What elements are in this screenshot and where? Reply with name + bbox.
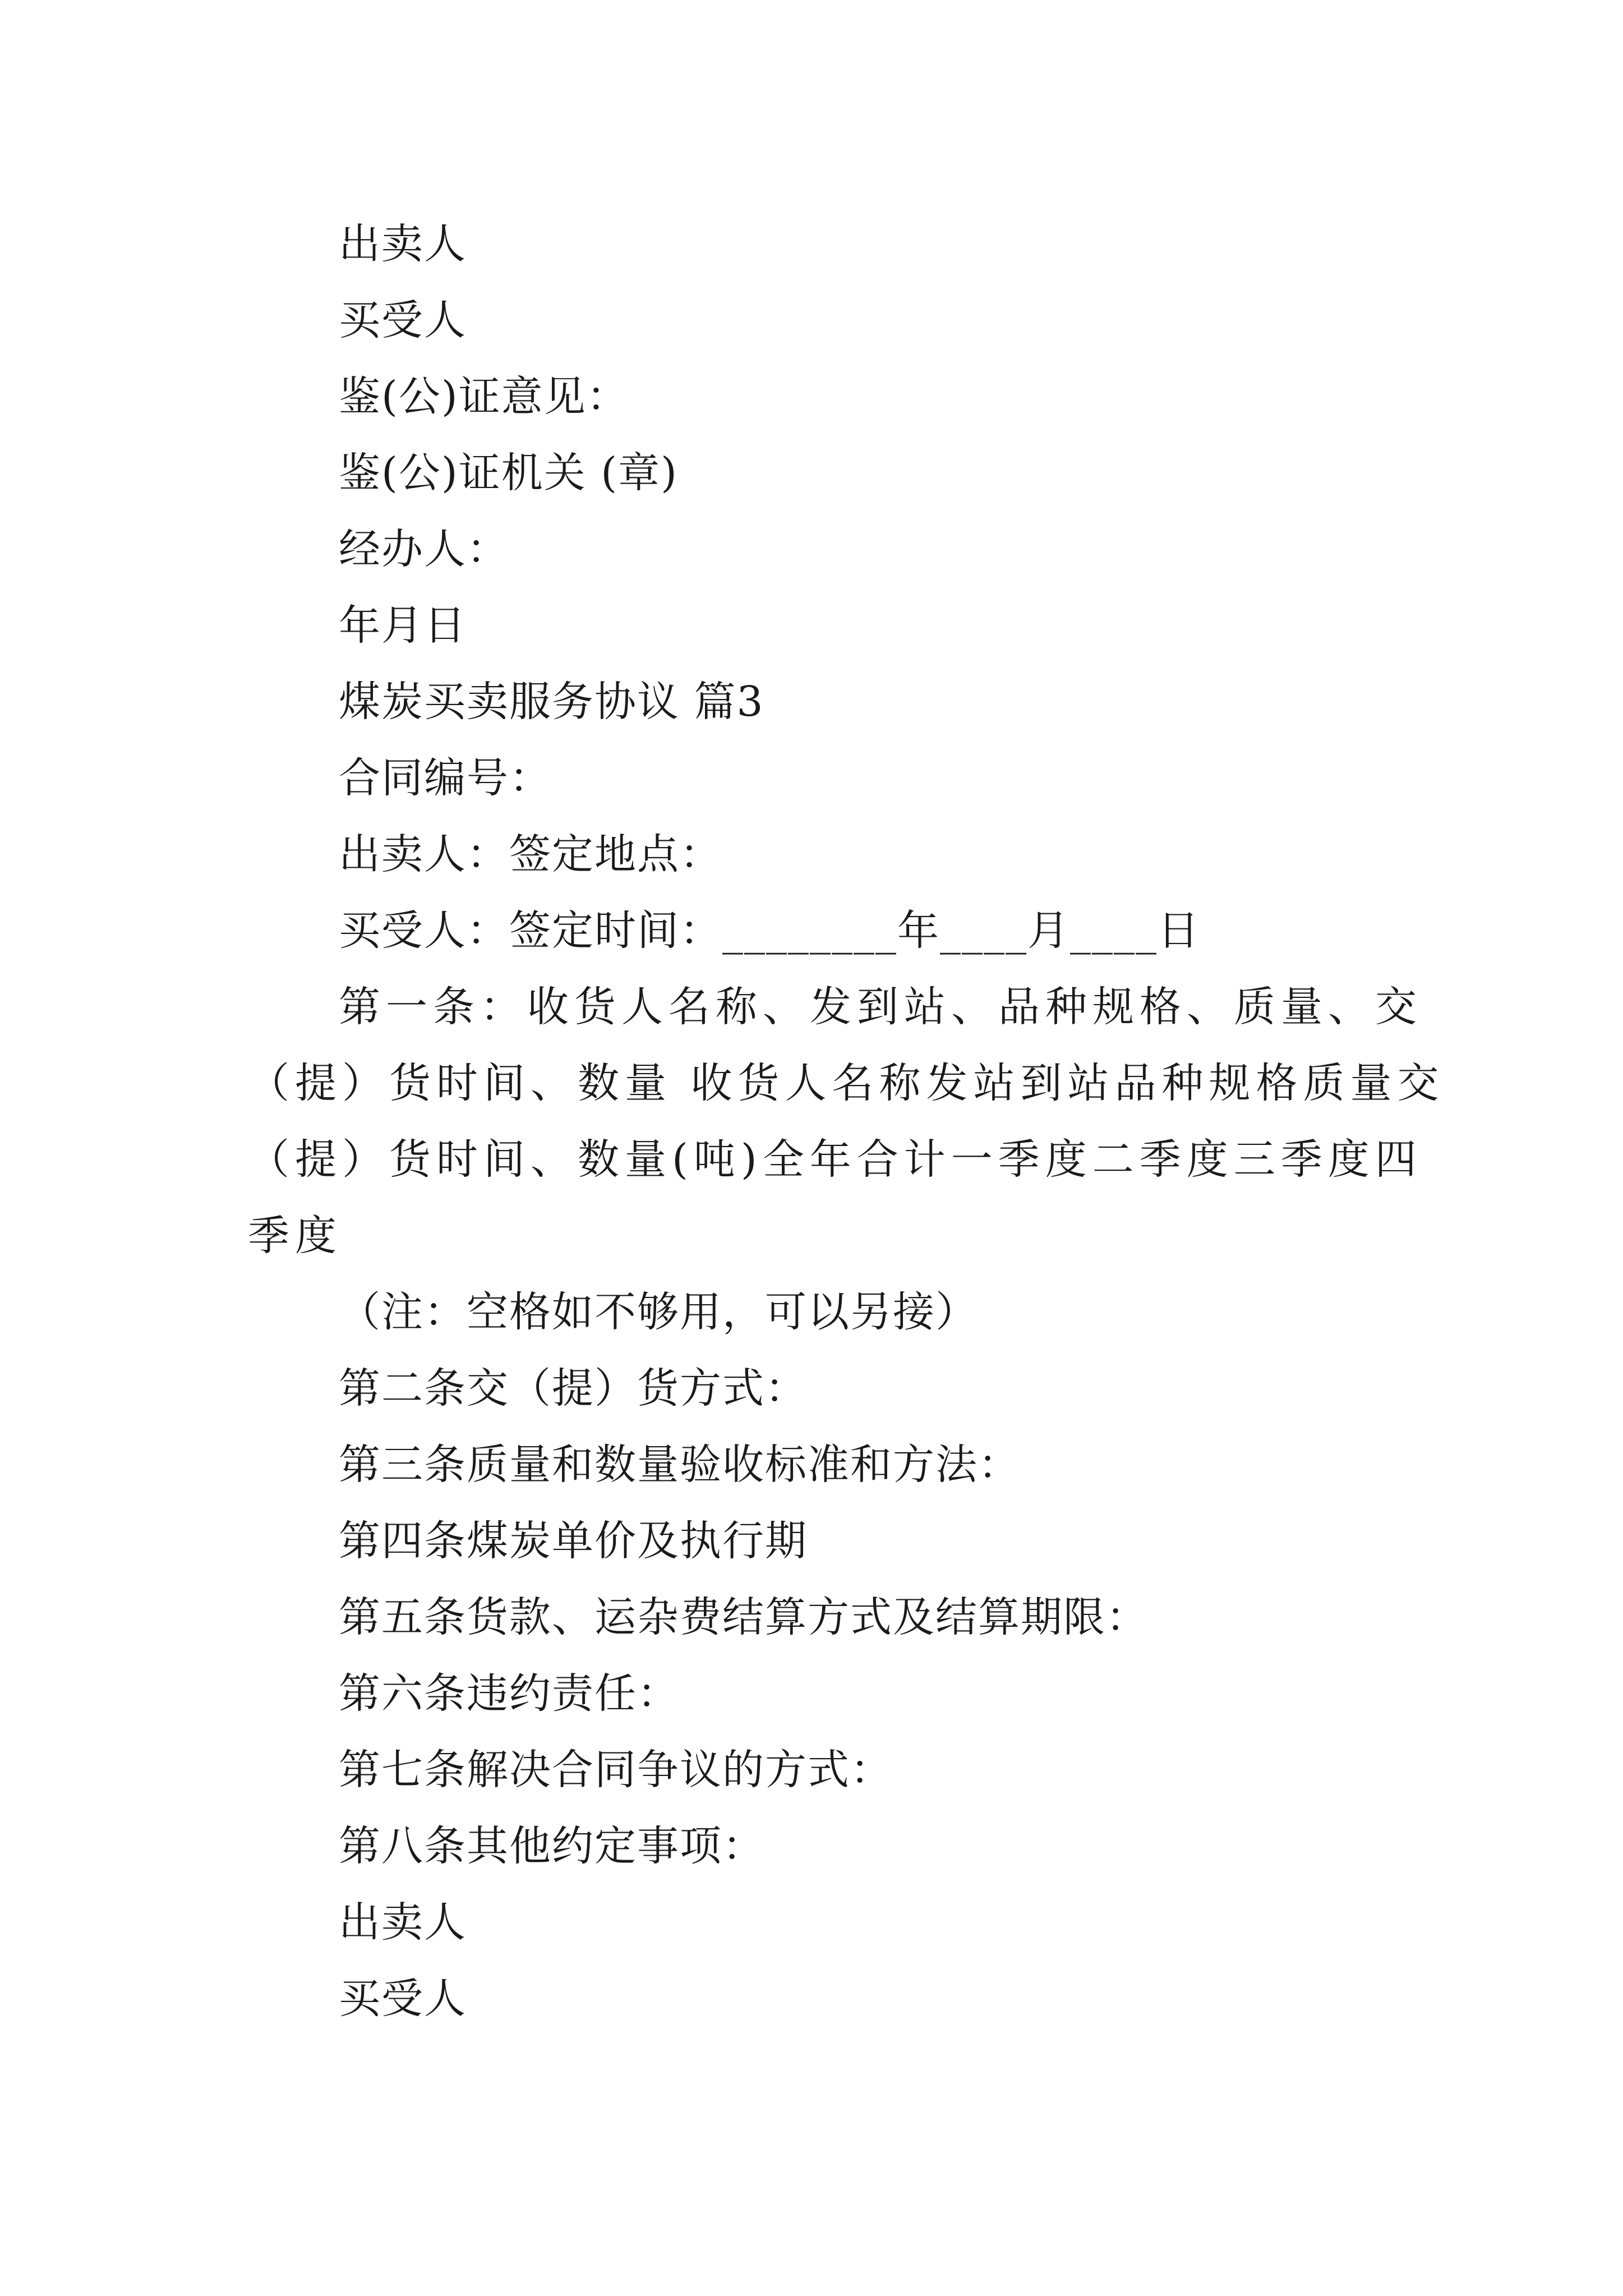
article-7: 第七条解决合同争议的方式： xyxy=(339,1746,893,1794)
article-5: 第五条货款、运杂费结算方式及结算期限： xyxy=(339,1593,1149,1641)
notary-authority-label: 鉴(公)证机关 (章) xyxy=(339,449,679,497)
article-1-line-2: （提）货时间、数量 收货人名称发站到站品种规格质量交 xyxy=(248,1059,1445,1107)
notary-opinion-label: 鉴(公)证意见： xyxy=(339,372,629,421)
handler-label: 经办人： xyxy=(339,525,509,573)
article-4: 第四条煤炭单价及执行期 xyxy=(339,1517,808,1565)
article-3: 第三条质量和数量验收标准和方法： xyxy=(339,1441,1021,1489)
seller-sign-place-label: 出卖人：签定地点： xyxy=(339,830,722,878)
seller-label: 出卖人 xyxy=(339,220,467,268)
date-label: 年月日 xyxy=(339,601,467,650)
section-title: 煤炭买卖服务协议 篇3 xyxy=(339,678,764,726)
article-2: 第二条交（提）货方式： xyxy=(339,1364,808,1412)
buyer-label: 买受人 xyxy=(339,296,467,344)
article-1-line-3: （提）货时间、数量(吨)全年合计一季度二季度三季度四 xyxy=(248,1135,1422,1184)
article-6: 第六条违约责任： xyxy=(339,1669,680,1718)
article-1-line-1: 第一条：收货人名称、发到站、品种规格、质量、交 xyxy=(339,983,1422,1031)
note-line: （注：空格如不够用，可以另接） xyxy=(339,1288,978,1336)
article-8: 第八条其他约定事项： xyxy=(339,1822,765,1870)
buyer-signature-label: 买受人 xyxy=(339,1975,467,2023)
buyer-sign-time-label: 买受人：签定时间：________年____月____日 xyxy=(339,907,1200,955)
seller-signature-label: 出卖人 xyxy=(339,1898,467,1947)
article-1-line-4: 季度 xyxy=(248,1212,342,1260)
contract-number-label: 合同编号： xyxy=(339,754,552,802)
